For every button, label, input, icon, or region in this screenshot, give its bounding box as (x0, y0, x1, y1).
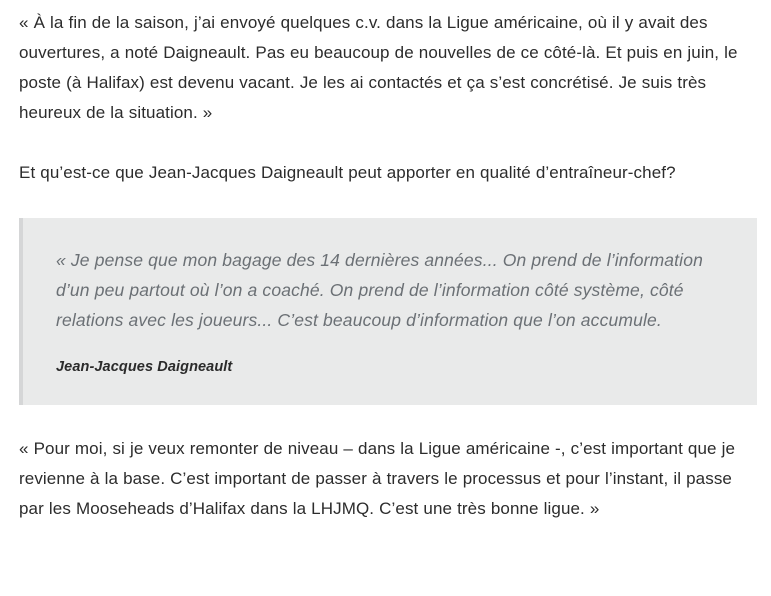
pullquote-text: « Je pense que mon bagage des 14 dernières années... On prend de l’information d’un peu partout où l’on a coaché. On prend de l’information côté système, côté relations avec les joueurs... C’est beaucoup d’information que l’on accumule. (56, 250, 703, 330)
article-paragraph-2: Et qu’est-ce que Jean-Jacques Daigneault peut apporter en qualité d’entraîneur-chef? (19, 163, 676, 182)
pullquote (19, 218, 757, 405)
article-paragraph-1: « À la fin de la saison, j’ai envoyé quelques c.v. dans la Ligue américaine, où il y avait des ouvertures, a noté Daigneault. Pas eu beaucoup de nouvelles de ce côté-là. Et puis en juin, le poste (à Halifax) est devenu vacant. Je les ai contactés et ça s’est concrétisé. Je suis très heureux de la situation. » (19, 13, 738, 122)
article-paragraph-3: « Pour moi, si je veux remonter de niveau – dans la Ligue américaine -, c’est important que je revienne à la base. C’est important de passer à travers le processus et pour l’instant, il passe par les Mooseheads d’Halifax dans la LHJMQ. C’est une très bonne ligue. » (19, 439, 736, 518)
pullquote-attribution: Jean-Jacques Daigneault (56, 359, 233, 375)
